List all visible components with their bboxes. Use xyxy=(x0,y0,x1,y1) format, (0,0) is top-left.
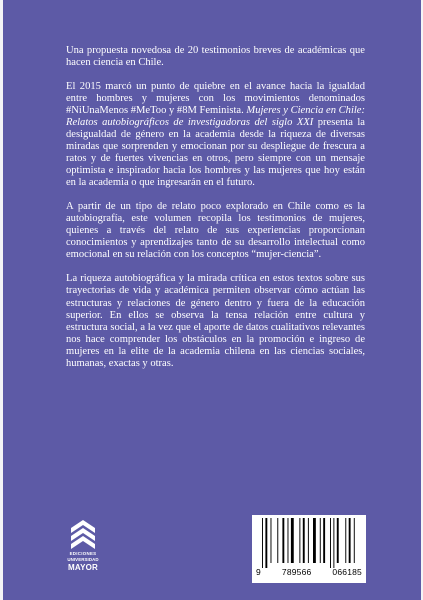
barcode-bar xyxy=(337,518,339,563)
barcode-bar xyxy=(320,518,321,563)
barcode-digit-lead: 9 xyxy=(256,567,261,577)
publisher-logo xyxy=(63,516,103,576)
publisher-line-3: MAYOR xyxy=(67,563,99,572)
paragraph-analysis: La riqueza autobiográfica y la mirada crítica en estos textos sobre sus trayectorias de vida y académica permiten observar cómo actúan las estructuras y relaciones de género dentro y fuera de la educación superior. En ellos se observa la tensa relación entre cultura y estructura social, a la vez que el aporte de datos cualitativos relevantes nos hace comprender los obstáculos en la promoción e ingreso de mujeres en la elite de la academia chilena en las ciencias sociales, humanas, exactas y otras. xyxy=(66,273,365,369)
paragraph-context-rest: presenta la desigualdad de género en la academia desde la riqueza de diversas miradas que sorprenden y emocionan por su despliegue de frescura a ratos y de fuertes vivencias en otros, pero siempre con un mensaje optimista e inspirador hacia los hombres y las mujeres que hoy están en la academia o que ingresarán en el futuro. xyxy=(66,116,365,188)
barcode-digits xyxy=(256,567,362,577)
paragraph-context xyxy=(66,81,365,189)
publisher-line-1: EDICIONES xyxy=(69,551,97,556)
barcode-bar xyxy=(333,518,334,568)
publisher-line-2: UNIVERSIDAD xyxy=(67,557,99,562)
barcode-bar xyxy=(349,518,351,563)
barcode-bar xyxy=(323,518,325,563)
barcode-bar xyxy=(282,518,284,563)
barcode-bar xyxy=(262,518,263,568)
barcode-bar xyxy=(288,518,289,563)
paragraph-autobiography: A partir de un tipo de relato poco explorado en Chile como es la autobiografía, este volumen recopila los testimonios de mujeres, quienes a través del relato de sus experiencias proporcionan conocimientos y aprendizajes tanto de su desarrollo intelectual como emocional en su relación con los conceptos “mujer-ciencia”. xyxy=(66,201,365,261)
back-cover-text xyxy=(66,45,365,382)
barcode-bar xyxy=(271,518,272,563)
barcode-bar xyxy=(345,518,346,563)
barcode-bar xyxy=(291,518,294,563)
barcode-bar xyxy=(303,518,305,563)
barcode-digits-left: 789566 xyxy=(281,567,312,577)
barcode-bar xyxy=(313,518,316,563)
barcode-bars xyxy=(258,518,360,568)
publisher-logo-mark xyxy=(63,516,103,550)
barcode-bar xyxy=(265,518,267,568)
paragraph-context-lead: El 2015 marcó un punto de quiebre en el avance hacia la igualdad entre hombres y mujeres con los movimientos denominados #NiUnaMenos #MeToo y #8M Feminista. xyxy=(66,80,365,116)
back-cover xyxy=(3,0,421,600)
barcode-bar xyxy=(308,518,309,563)
barcode-bar xyxy=(277,518,278,563)
isbn-barcode xyxy=(252,515,366,583)
barcode-bar xyxy=(354,518,355,563)
barcode-bar xyxy=(330,518,331,568)
book-title: Mujeres y Ciencia en Chile: Relatos autobiográficos de investigadoras del siglo XXI xyxy=(66,104,365,128)
barcode-bar xyxy=(299,518,300,563)
barcode-digits-right: 066185 xyxy=(332,567,362,577)
paragraph-intro: Una propuesta novedosa de 20 testimonios breves de académicas que hacen ciencia en Chile. xyxy=(66,45,365,69)
